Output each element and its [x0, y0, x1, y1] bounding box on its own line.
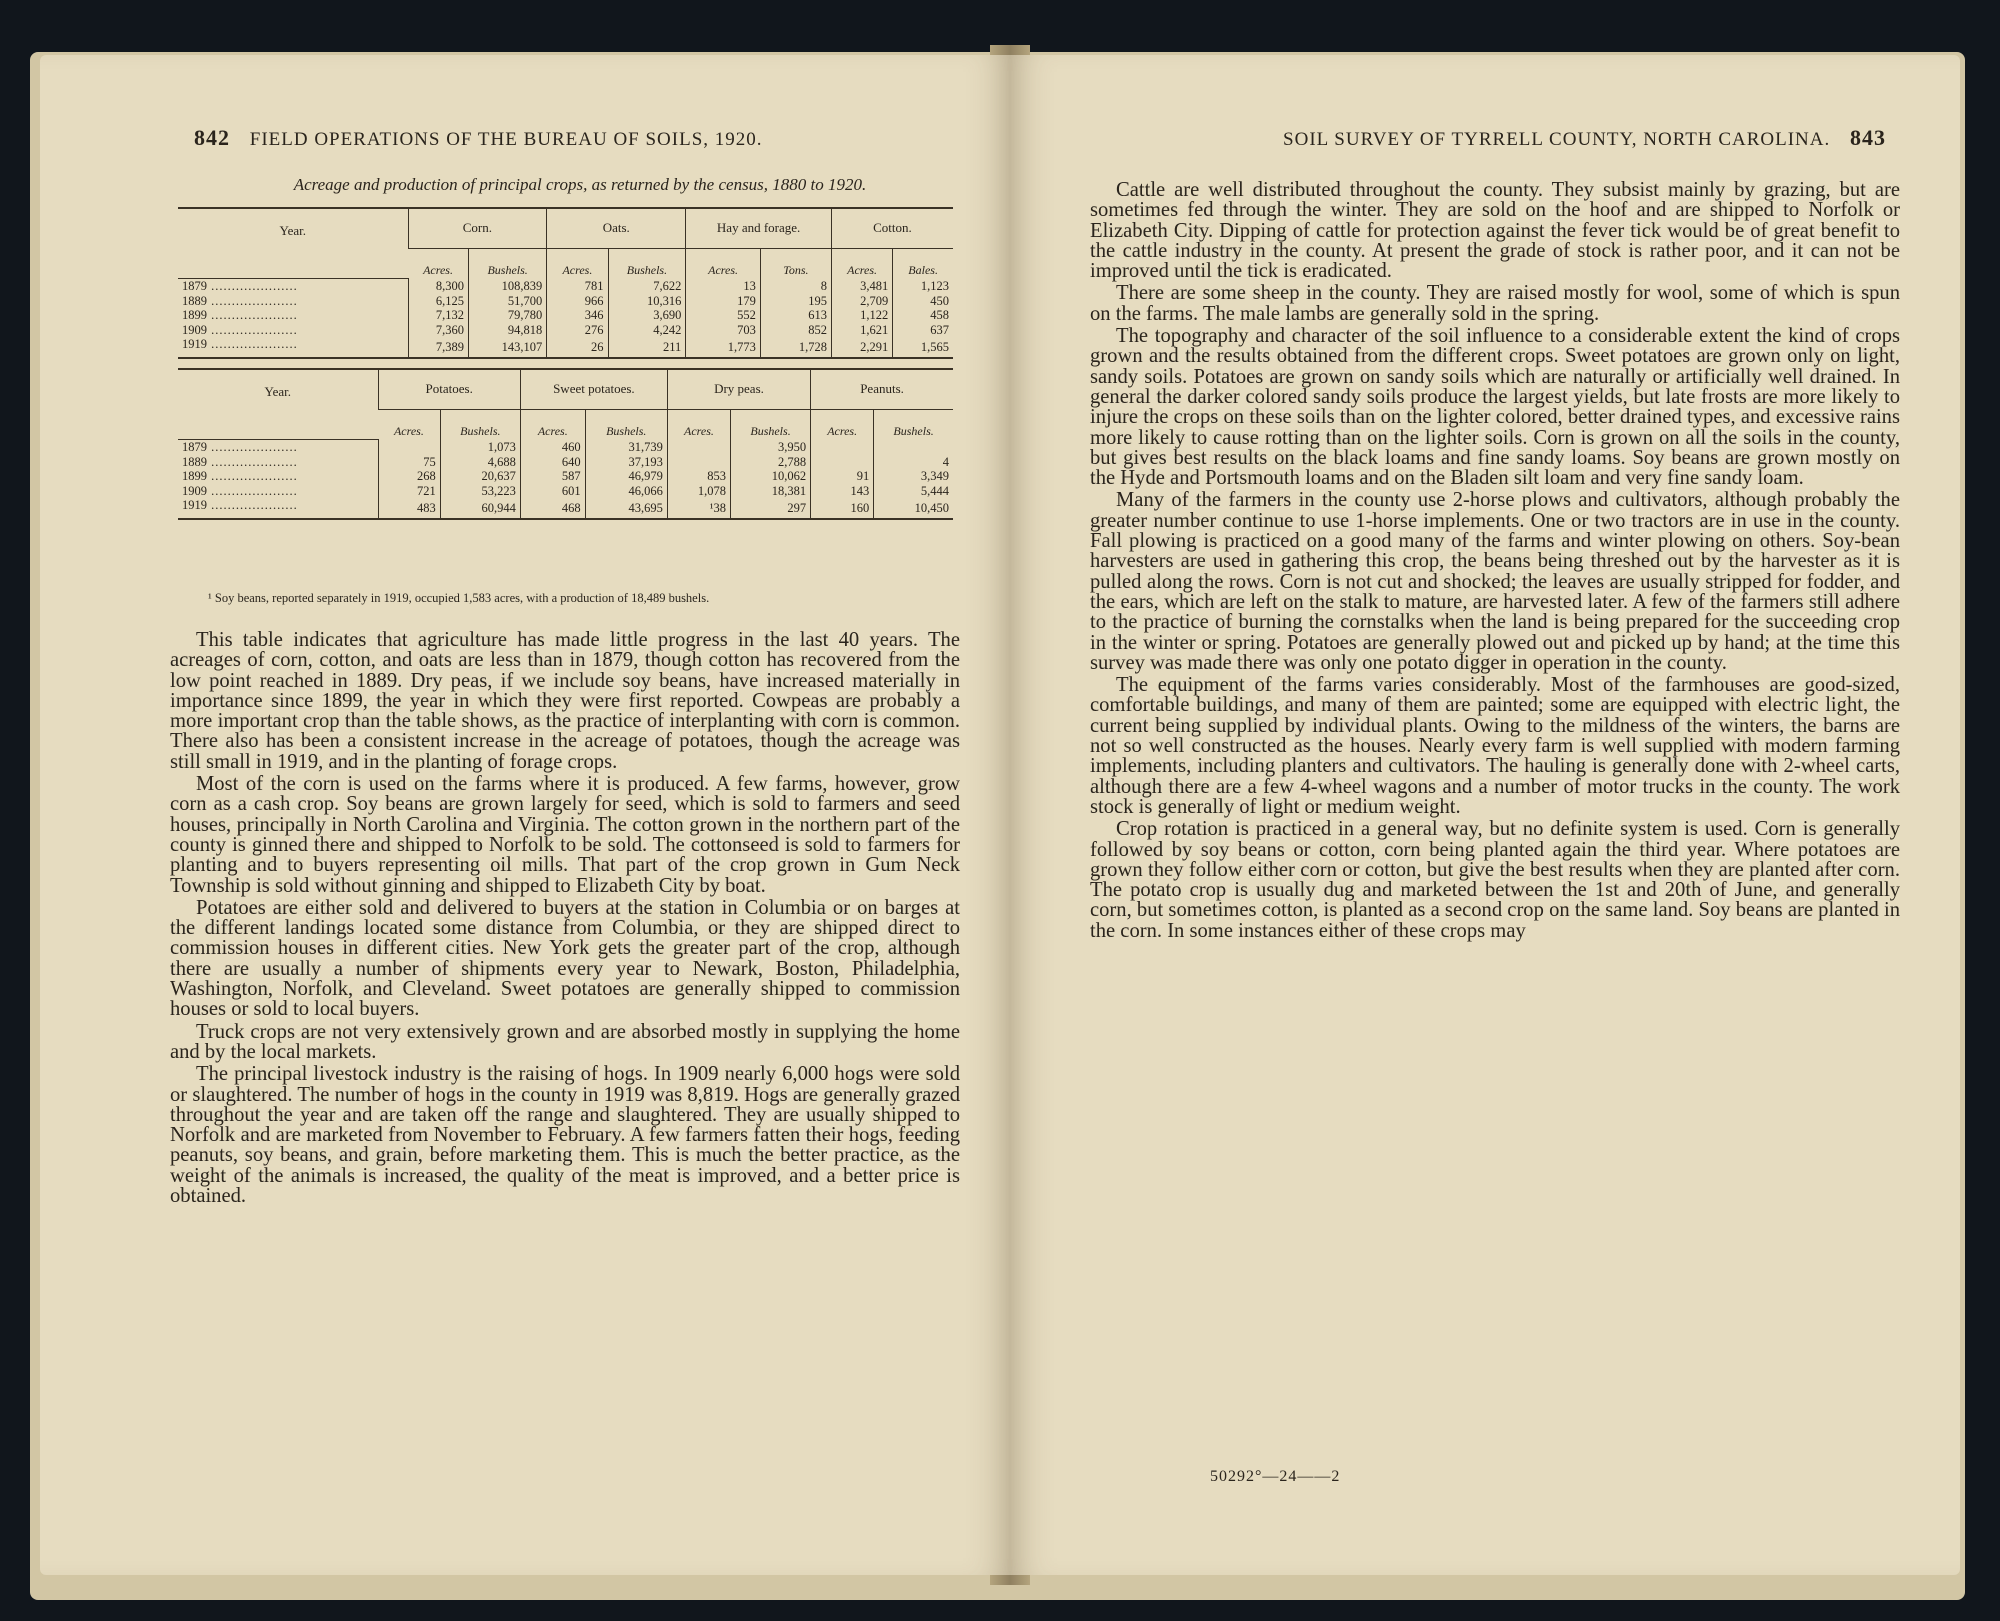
table2-row — [178, 498, 953, 519]
right-running-title: SOIL SURVEY OF TYRRELL COUNTY, NORTH CAROLINA. — [1283, 129, 1831, 150]
paragraph: The principal livestock industry is the raising of hogs. In 1909 nearly 6,000 hogs were sold or slaughtered. The number of hogs in the county in 1919 was 8,819. Hogs are generally grazed throughout the year and are taken off the range and slaughtered. They are usually shipped to Norfolk and are marketed from November to February. A few farmers fatten their hogs, feeding peanuts, soy beans, and grain, before marketing them. This is much the better practice, as the weight of the animals is increased, the quality of the meat is improved, and a better price is obtained. — [170, 1063, 960, 1208]
table2-row — [178, 469, 953, 484]
table-cell: 276 — [547, 323, 608, 338]
table-cell — [667, 455, 730, 470]
table-cell: 552 — [686, 308, 761, 323]
table-cell: 781 — [547, 279, 608, 294]
table1-subheader: Acres. — [686, 248, 761, 279]
table-cell: 1,078 — [667, 484, 730, 499]
table-cell: ¹38 — [667, 498, 730, 519]
table2-group-header: Dry peas. — [667, 369, 810, 409]
table-cell: 703 — [686, 323, 761, 338]
table-cell: 1,122 — [831, 308, 892, 323]
table1-subheader: Bales. — [893, 248, 953, 279]
table-cell: 7,132 — [408, 308, 469, 323]
table1-row — [178, 308, 953, 323]
table-cell: 10,062 — [731, 469, 811, 484]
table-cell: 1,621 — [831, 323, 892, 338]
table2-subheader: Bushels. — [585, 409, 667, 440]
table-cell-year: 1919 ..... — [178, 498, 378, 519]
table-cell: 179 — [686, 294, 761, 309]
paragraph: The equipment of the farms varies considerably. Most of the farmhouses are good-sized, comfortable buildings, and many of them are painted; some are equipped with electric light, the current being supplied by individual plants. Owing to the mildness of the winters, the barns are not so well constructed as the houses. Nearly every farm is well supplied with modern farming implements, including planters and cultivators. The hauling is generally done with 2-wheel carts, although there are a few 4-wheel wagons and a number of motor trucks in the county. The work stock is generally of light or medium weight. — [1090, 674, 1900, 818]
table-cell — [811, 455, 874, 470]
table1-group-header: Cotton. — [831, 208, 953, 248]
table-cell: 8,300 — [408, 279, 469, 294]
table-cell: 853 — [667, 469, 730, 484]
right-page-number: 843 — [1850, 125, 1886, 150]
right-body-text — [1090, 180, 1900, 943]
table-cell: 613 — [760, 308, 831, 323]
crops-table-1 — [178, 207, 953, 359]
table-cell: 1,123 — [893, 279, 953, 294]
table-cell: 7,389 — [408, 337, 469, 358]
table-cell: 75 — [378, 455, 440, 470]
table1-subheader: Bushels. — [469, 248, 547, 279]
table-cell-year: 1899 ..... — [178, 469, 378, 484]
table-cell: 18,381 — [731, 484, 811, 499]
table-cell: 195 — [760, 294, 831, 309]
left-page-number: 842 — [194, 125, 230, 150]
table-cell-year: 1909 ..... — [178, 484, 378, 499]
table-cell: 160 — [811, 498, 874, 519]
table2-subheader: Acres. — [667, 409, 730, 440]
table-footnote: ¹ Soy beans, reported separately in 1919, occupied 1,583 acres, with a production of 18,489 bushels. — [208, 591, 710, 605]
table-cell — [378, 440, 440, 455]
table2-subheader: Bushels. — [731, 409, 811, 440]
paragraph: This table indicates that agriculture has made little progress in the last 40 years. The acreages of corn, cotton, and oats are less than in 1879, though cotton has recovered from the low point reached in 1889. Dry peas, if we include soy beans, have increased materially in importance since 1899, the year in which they were first reported. Cowpeas are probably a more important crop than the table shows, as the practice of interplanting with corn is common. There also has been a consistent increase in the acreage of potatoes, though the acreage was still small in 1919, and in the planting of forage crops. — [170, 629, 960, 773]
table2-subheader: Bushels. — [440, 409, 520, 440]
table1-subheader: Acres. — [423, 262, 453, 277]
table-cell: 8 — [760, 279, 831, 294]
table-cell — [667, 440, 730, 455]
table-cell: 3,690 — [608, 308, 686, 323]
table1-year-header: Year. — [178, 208, 408, 279]
table-cell: 26 — [547, 337, 608, 358]
crops-table-2 — [178, 368, 953, 520]
table-cell: 20,637 — [440, 469, 520, 484]
table-cell: 1,073 — [440, 440, 520, 455]
table-cell: 3,481 — [831, 279, 892, 294]
paragraph: There are some sheep in the county. They are raised mostly for wool, some of which is spun on the farms. The male lambs are generally sold in the spring. — [1090, 282, 1900, 325]
table-cell: 640 — [520, 455, 585, 470]
table-cell: 2,788 — [731, 455, 811, 470]
table-cell: 53,223 — [440, 484, 520, 499]
paragraph: Many of the farmers in the county use 2-horse plows and cultivators, although probably the greater number continue to use 1-horse implements. One or two tractors are in use in the county. Fall plowing is practiced on a good many of the farms and winter plowing on others. Soy-bean harvesters are used in gathering this crop, the beans being threshed out by the harvester as it is pulled along the rows. Corn is not cut and shocked; the leaves are usually stripped for fodder, and the ears, which are left on the stalk to mature, are harvested later. A few of the farmers still adhere to the practice of burning the cornstalks when the land is being prepared for the succeeding crop in the winter or spring. Potatoes are generally plowed out and picked up by hand; at the time this survey was made there was only one potato digger in operation in the county. — [1090, 489, 1900, 674]
table-caption: Acreage and production of principal crops, as returned by the census, 1880 to 1920. — [293, 175, 867, 194]
table1-subheader: Acres. — [831, 248, 892, 279]
paragraph: Crop rotation is practiced in a general way, but no definite system is used. Corn is generally followed by soy beans or cotton, corn being planted again the third year. Where potatoes are grown they follow either corn or cotton, but give the best results when they are planted after corn. The potato crop is usually dug and marketed between the 1st and 20th of June, and generally corn, but sometimes cotton, is planted as a second crop on the same land. Soy beans are planted in the corn. In some instances either of these crops may — [1090, 818, 1900, 942]
table1-subheader: Acres. — [547, 248, 608, 279]
table1-row — [178, 337, 953, 358]
table-cell-year: 1879 ..... — [178, 279, 408, 294]
table-cell: 143 — [811, 484, 874, 499]
paragraph: Truck crops are not very extensively grown and are absorbed mostly in supplying the home and by the local markets. — [170, 1020, 960, 1063]
table-cell: 721 — [378, 484, 440, 499]
paragraph: The topography and character of the soil influence to a considerable extent the kind of crops grown and the results obtained from the different crops. Sweet potatoes are grown only on light, sandy soils. Potatoes are grown on sandy soils which are naturally or artificially well drained. In general the darker colored sandy soils produce the largest yields, but late frosts are more likely to injure the crops on these soils than on the lighter colored, better drained types, and excessive rains more likely to cause rotting than on the lighter soils. Corn is grown on all the soils in the county, but gives best results on the black loams and fine sandy loams. Soy beans are grown mostly on the Hyde and Portsmouth loams and on the Bladen silt loam and very fine sandy loam. — [1090, 325, 1900, 490]
table-cell: 346 — [547, 308, 608, 323]
table-cell: 1,728 — [760, 337, 831, 358]
table2-subheader: Acres. — [520, 409, 585, 440]
table1-subheader: Tons. — [760, 248, 831, 279]
table-cell: 450 — [893, 294, 953, 309]
table-cell: 460 — [520, 440, 585, 455]
table-cell: 1,773 — [686, 337, 761, 358]
paragraph: Most of the corn is used on the farms where it is produced. A few farms, however, grow corn as a cash crop. Soy beans are grown largely for seed, which is sold to farmers and seed houses, principally in North Carolina and Virginia. The cotton grown in the northern part of the county is ginned there and shipped to Norfolk to be sold. The cottonseed is sold to farmers for planting and to buyers representing oil mills. That part of the crop grown in Gum Neck Township is sold without ginning and shipped to Elizabeth City by boat. — [170, 773, 960, 897]
table-cell: 5,444 — [874, 484, 953, 499]
left-running-title: FIELD OPERATIONS OF THE BUREAU OF SOILS, 1920. — [249, 129, 763, 150]
table1-subheader: Bushels. — [608, 248, 686, 279]
table-cell-year: 1919 ..... — [178, 337, 408, 358]
table2-group-header: Potatoes. — [378, 369, 520, 409]
table1-row — [178, 279, 953, 294]
table-cell: 4,688 — [440, 455, 520, 470]
table-cell: 91 — [811, 469, 874, 484]
table-cell: 51,700 — [469, 294, 547, 309]
paragraph: Potatoes are either sold and delivered to buyers at the station in Columbia or on barges at the different landings located some distance from Columbia, or they are shipped direct to commission houses in different cities. New York gets the greater part of the crop, although there are usually a number of shipments every year to Newark, Boston, Philadelphia, Washington, Norfolk, and Cleveland. Sweet potatoes are generally shipped to commission houses or sold to local buyers. — [170, 896, 960, 1021]
table-cell: 60,944 — [440, 498, 520, 519]
table-cell: 10,450 — [874, 498, 953, 519]
table-cell: 601 — [520, 484, 585, 499]
table-cell — [874, 440, 953, 455]
table-cell: 6,125 — [408, 294, 469, 309]
table-cell: 3,349 — [874, 469, 953, 484]
table1-group-header: Corn. — [408, 208, 547, 248]
table-cell: 143,107 — [469, 337, 547, 358]
table-cell: 458 — [893, 308, 953, 323]
table2-subheader: Acres. — [393, 423, 424, 438]
table-cell: 2,291 — [831, 337, 892, 358]
table1-group-header: Oats. — [547, 208, 686, 248]
table-cell: 94,818 — [469, 323, 547, 338]
table1-row — [178, 294, 953, 309]
table-cell-year: 1879 ..... — [178, 440, 378, 455]
table-cell: 2,709 — [831, 294, 892, 309]
table-cell: 1,565 — [893, 337, 953, 358]
table-cell: 13 — [686, 279, 761, 294]
table-cell: 46,066 — [585, 484, 667, 499]
table-cell: 37,193 — [585, 455, 667, 470]
table-cell: 43,695 — [585, 498, 667, 519]
table-cell-year: 1889 ..... — [178, 455, 378, 470]
table2-year-header: Year. — [178, 369, 378, 440]
table-cell: 3,950 — [731, 440, 811, 455]
table-cell: 4 — [874, 455, 953, 470]
table-cell: 108,839 — [469, 279, 547, 294]
right-running-head — [1283, 125, 1900, 151]
table2-row — [178, 440, 953, 455]
left-body-text — [170, 630, 960, 1208]
table-cell: 79,780 — [469, 308, 547, 323]
table-cell-year: 1889 ..... — [178, 294, 408, 309]
paragraph: Cattle are well distributed throughout the county. They subsist mainly by grazing, but are sometimes fed through the winter. They are sold on the hoof and are shipped to Norfolk or Elizabeth City. Dipping of cattle for protection against the fever tick would be of great benefit to the cattle industry in the county. At present the grade of stock is rather poor, and it can not be improved until the tick is eradicated. — [1090, 179, 1900, 283]
table-cell: 966 — [547, 294, 608, 309]
table-cell-year: 1909 ..... — [178, 323, 408, 338]
table-cell: 587 — [520, 469, 585, 484]
table2-row — [178, 484, 953, 499]
printer-signature: 50292°—24——2 — [1210, 1468, 1341, 1485]
table-cell: 31,739 — [585, 440, 667, 455]
table-cell: 297 — [731, 498, 811, 519]
table2-group-header: Sweet potatoes. — [520, 369, 667, 409]
table-cell: 10,316 — [608, 294, 686, 309]
table-cell: 4,242 — [608, 323, 686, 338]
table2-subheader: Acres. — [811, 409, 874, 440]
table-cell: 483 — [378, 498, 440, 519]
left-page — [40, 55, 1010, 1575]
table1-group-header: Hay and forage. — [686, 208, 832, 248]
table-cell: 468 — [520, 498, 585, 519]
table-cell: 46,979 — [585, 469, 667, 484]
table1-row — [178, 323, 953, 338]
table-cell: 637 — [893, 323, 953, 338]
table-cell-year: 1899 ..... — [178, 308, 408, 323]
right-page — [1010, 55, 1960, 1575]
table-cell: 7,622 — [608, 279, 686, 294]
table-cell: 852 — [760, 323, 831, 338]
table2-row — [178, 455, 953, 470]
table-cell — [811, 440, 874, 455]
table-cell: 211 — [608, 337, 686, 358]
table2-group-header: Peanuts. — [811, 369, 953, 409]
table2-subheader: Bushels. — [874, 409, 953, 440]
table-cell: 7,360 — [408, 323, 469, 338]
left-running-head — [180, 125, 763, 151]
table-cell: 268 — [378, 469, 440, 484]
